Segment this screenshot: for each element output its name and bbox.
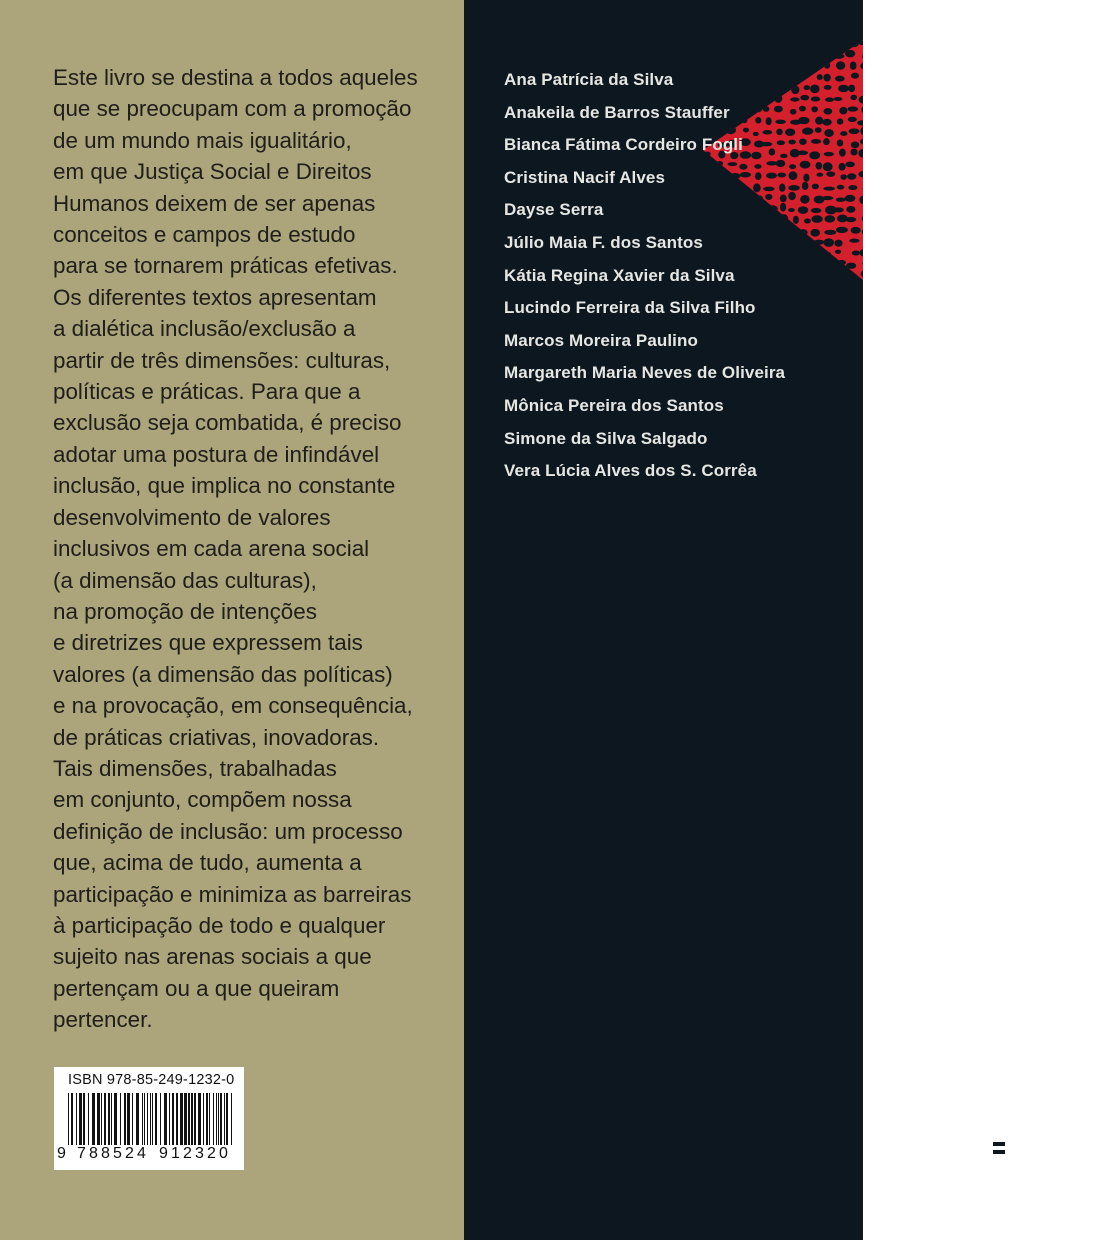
pattern-dot — [825, 97, 834, 101]
pattern-dot — [804, 85, 811, 90]
barcode-bar — [209, 1093, 210, 1145]
pattern-dot — [788, 208, 795, 212]
blurb-line: políticas e práticas. Para que a — [53, 379, 361, 405]
barcode-bar — [68, 1093, 69, 1145]
blurb-line: exclusão seja combatida, é preciso — [53, 410, 402, 436]
blurb-line: pertençam ou a que queiram — [53, 975, 340, 1001]
pattern-dot — [786, 250, 794, 258]
blurb-line: Este livro se destina a todos aqueles — [53, 65, 418, 90]
pattern-dot — [845, 195, 856, 202]
barcode-bar — [213, 1093, 214, 1145]
pattern-dot — [848, 185, 857, 190]
pattern-dot — [815, 162, 822, 170]
barcode-bar — [194, 1093, 196, 1145]
pattern-dot — [789, 63, 797, 72]
pattern-dot — [858, 171, 869, 177]
barcode-bar — [180, 1093, 183, 1145]
blurb-line: Humanos deixem de ser apenas — [53, 190, 376, 216]
pattern-dot — [817, 74, 823, 80]
pattern-dot — [812, 272, 823, 278]
pattern-dot — [862, 260, 870, 266]
blurb-line: pertencer. — [53, 1007, 153, 1033]
right-panel — [464, 0, 1098, 1240]
author-list — [504, 64, 785, 488]
pattern-dot — [701, 51, 711, 58]
pattern-dot — [800, 95, 809, 101]
pattern-dot — [823, 187, 835, 191]
pattern-dot — [834, 97, 843, 101]
barcode-bar — [127, 1093, 130, 1145]
pattern-dot — [801, 54, 807, 60]
pattern-dot — [838, 85, 849, 93]
pattern-dot — [761, 38, 773, 47]
pattern-dot — [811, 215, 822, 223]
pattern-dot — [738, 52, 748, 57]
pattern-dot — [811, 97, 820, 102]
author-name: Margareth Maria Neves de Oliveira — [504, 363, 786, 383]
barcode-bar — [83, 1093, 85, 1145]
pattern-dot — [845, 162, 854, 168]
pattern-dot — [809, 151, 820, 159]
pattern-dot — [836, 198, 846, 202]
pattern-dot — [824, 129, 833, 137]
barcode-bar — [160, 1093, 161, 1145]
left-panel — [0, 0, 464, 1240]
pattern-dot — [858, 41, 867, 45]
pattern-dot — [793, 216, 799, 224]
pattern-dot — [835, 250, 841, 254]
pattern-dot — [766, 53, 776, 60]
pattern-dot — [823, 138, 830, 145]
blurb-text — [53, 62, 453, 1036]
pattern-dot — [798, 117, 809, 124]
blurb-line: conceitos e campos de estudo — [53, 222, 356, 248]
pattern-dot — [802, 64, 810, 70]
pattern-dot — [773, 41, 785, 46]
blurb-line: em que Justiça Social e Direitos — [53, 159, 372, 185]
pattern-dot — [860, 127, 868, 136]
blurb-line: sujeito nas arenas sociais a que — [53, 944, 372, 970]
pattern-dot — [753, 39, 762, 45]
blurb-line: que, acima de tudo, aumenta a — [53, 850, 362, 876]
author-name: Dayse Serra — [504, 200, 604, 220]
barcode-bar — [114, 1093, 117, 1145]
pattern-dot — [837, 185, 844, 190]
barcode-bar — [226, 1093, 228, 1145]
barcode-bar — [152, 1093, 153, 1145]
pattern-dot — [799, 43, 808, 48]
pattern-dot — [850, 148, 857, 155]
blurb-line: de práticas criativas, inovadoras. — [53, 724, 380, 750]
barcode-bar — [88, 1093, 89, 1145]
barcode-bar — [132, 1093, 133, 1145]
author-name: Ana Patrícia da Silva — [504, 70, 674, 89]
pattern-dot — [802, 128, 813, 135]
pattern-dot — [837, 260, 846, 265]
pattern-dot — [849, 128, 860, 134]
pattern-dot — [835, 43, 844, 48]
pattern-dot — [859, 95, 871, 103]
pattern-dot — [788, 192, 796, 200]
pattern-dot — [826, 171, 835, 176]
pattern-dot — [840, 174, 847, 180]
pattern-dot — [811, 65, 817, 69]
pattern-dot — [798, 206, 809, 213]
pattern-dot — [823, 251, 832, 257]
pattern-dot — [750, 52, 761, 61]
blurb-line: adotar uma postura de infindável — [53, 441, 380, 467]
pattern-dot — [824, 62, 830, 69]
pattern-dot — [861, 271, 868, 277]
pattern-dot — [863, 185, 870, 192]
pattern-dot — [862, 229, 871, 236]
pattern-dot — [816, 173, 823, 177]
pattern-dot — [840, 131, 847, 136]
barcode-bar — [231, 1093, 232, 1145]
author-name: Mônica Pereira dos Santos — [504, 395, 724, 415]
pattern-dot — [847, 106, 858, 111]
pattern-dot — [848, 273, 856, 278]
blurb-line: inclusão, que implica no constante — [53, 473, 396, 499]
pattern-dot — [790, 97, 799, 101]
barcode-bar — [124, 1093, 126, 1145]
blurb-line: desenvolvimento de valores — [53, 504, 331, 530]
pattern-dot — [813, 240, 824, 245]
pattern-dot — [803, 174, 809, 182]
pattern-dot — [741, 40, 750, 45]
barcode-bar — [108, 1093, 110, 1145]
pattern-dot — [811, 139, 821, 144]
barcode-lead-digit: 9 — [57, 1145, 66, 1162]
blurb-line: Os diferentes textos apresentam — [53, 284, 377, 310]
publisher-name-line1: CORTEZ — [1006, 1128, 1090, 1150]
pattern-dot — [790, 109, 797, 115]
blurb-line: valores (a dimensão das políticas) — [53, 661, 393, 687]
pattern-dot — [848, 40, 859, 47]
pattern-dot — [811, 106, 818, 112]
pattern-dot — [864, 75, 871, 80]
pattern-dot — [835, 76, 845, 82]
pattern-dot — [789, 73, 799, 78]
pattern-dot — [824, 53, 834, 59]
pattern-dot — [849, 239, 859, 243]
pattern-dot — [863, 163, 871, 168]
author-name: Lucindo Ferreira da Silva Filho — [504, 298, 756, 318]
pattern-dot — [802, 182, 809, 190]
pattern-dot — [845, 50, 855, 57]
barcode-bar — [142, 1093, 143, 1145]
pattern-dot — [787, 41, 797, 46]
barcode-bar — [111, 1093, 112, 1145]
barcode-bar — [120, 1093, 121, 1145]
pattern-dot — [815, 127, 822, 133]
isbn-barcode — [54, 1067, 244, 1170]
blurb-line: em conjunto, compõem nossa — [53, 787, 352, 813]
pattern-dot — [860, 138, 871, 145]
blurb-line: para se tornarem práticas efetivas. — [53, 253, 398, 279]
barcode-bar — [188, 1093, 190, 1145]
pattern-dot — [791, 85, 799, 94]
pattern-dot — [801, 237, 812, 243]
barcode-bar — [224, 1093, 225, 1145]
barcode-bar — [150, 1093, 151, 1145]
pattern-dot — [845, 217, 856, 222]
pattern-dot — [850, 95, 857, 101]
pattern-dot — [857, 120, 867, 125]
pattern-dot — [839, 107, 847, 115]
barcode-bar — [79, 1093, 82, 1145]
pattern-dot — [823, 74, 830, 82]
pattern-dot — [822, 270, 830, 277]
author-name: Marcos Moreira Paulino — [504, 330, 698, 350]
pattern-dot — [805, 261, 811, 269]
blurb-line: inclusivos em cada arena social — [53, 536, 370, 562]
pattern-dot — [788, 185, 799, 191]
pattern-dot — [851, 227, 861, 234]
author-name: Kátia Regina Xavier da Silva — [504, 265, 735, 285]
cortez-c-icon — [966, 1125, 1004, 1171]
blurb-line: e diretrizes que expressem tais — [53, 630, 363, 656]
pattern-dot — [837, 118, 844, 124]
pattern-dot — [858, 149, 867, 158]
pattern-dot — [821, 196, 833, 200]
pattern-dot — [789, 164, 796, 169]
pattern-dot — [790, 271, 802, 277]
pattern-dot — [833, 207, 843, 212]
pattern-dot — [825, 39, 831, 48]
barcode-bar — [172, 1093, 174, 1145]
pattern-dot — [862, 52, 869, 60]
blurb-line: partir de três dimensões: culturas, — [53, 347, 391, 373]
pattern-dot — [785, 129, 795, 136]
pattern-dot — [836, 61, 845, 70]
barcode-bar — [198, 1093, 201, 1145]
pattern-dot — [785, 263, 795, 268]
barcode-bar — [216, 1093, 217, 1145]
pattern-dot — [836, 270, 844, 279]
pattern-dot — [860, 249, 868, 256]
barcode-bar — [155, 1093, 157, 1145]
pattern-dot — [797, 151, 808, 156]
pattern-dot — [777, 50, 785, 56]
author-name: Cristina Nacif Alves — [504, 167, 666, 187]
author-name: Júlio Maia F. dos Santos — [504, 232, 703, 252]
pattern-dot — [810, 84, 820, 93]
blurb-line: Tais dimensões, trabalhadas — [53, 755, 337, 781]
blurb-line: participação e minimiza as barreiras — [53, 881, 412, 907]
pattern-dot — [824, 85, 832, 90]
barcode-bar — [76, 1093, 77, 1145]
pattern-dot — [810, 229, 820, 237]
pattern-dot — [862, 215, 874, 223]
barcode-bar — [184, 1093, 187, 1145]
publisher-name-line2: EDITORA — [1006, 1149, 1098, 1171]
barcode-bar — [220, 1093, 222, 1145]
pattern-dot — [810, 261, 821, 265]
barcode-group-left: 788524 — [77, 1145, 149, 1162]
author-name: Anakeila de Barros Stauffer — [504, 102, 730, 122]
pattern-dot — [802, 248, 810, 255]
pattern-dot — [860, 62, 871, 69]
pattern-dot — [850, 61, 857, 69]
pattern-dot — [719, 51, 728, 57]
barcode-bar — [144, 1093, 145, 1145]
pattern-dot — [834, 240, 842, 247]
pattern-dot — [836, 227, 848, 233]
barcode-bar — [191, 1093, 193, 1145]
pattern-dot — [799, 106, 806, 112]
barcode-bar — [101, 1093, 102, 1145]
pattern-dot — [812, 252, 819, 257]
publisher-logo — [966, 1125, 1116, 1175]
author-name: Simone da Silva Salgado — [504, 428, 708, 448]
barcode-bar — [176, 1093, 178, 1145]
pattern-dot — [848, 85, 855, 93]
blurb-line: na promoção de intenções — [53, 598, 317, 624]
pattern-dot — [839, 149, 846, 157]
barcode-bar — [147, 1093, 148, 1145]
pattern-dot — [791, 239, 800, 247]
blurb-line: de um mundo mais igualitário, — [53, 127, 352, 153]
pattern-dot — [864, 86, 872, 92]
blurb-line: a dialética inclusão/exclusão a — [53, 316, 356, 342]
author-name: Bianca Fátima Cordeiro Fogli — [504, 135, 743, 155]
pattern-dot — [799, 75, 807, 79]
pattern-dot — [846, 206, 855, 213]
pattern-dot — [728, 53, 737, 59]
pattern-dot — [788, 140, 795, 145]
pattern-dot — [852, 251, 860, 256]
barcode-bar — [71, 1093, 73, 1145]
pattern-dot — [824, 230, 836, 235]
pattern-dot — [804, 218, 811, 223]
pattern-dot — [846, 263, 856, 269]
pattern-dot — [839, 163, 846, 171]
pattern-dot — [823, 238, 834, 247]
pattern-dot — [811, 208, 821, 213]
author-name: Vera Lúcia Alves dos S. Corrêa — [504, 461, 757, 481]
pattern-dot — [851, 73, 859, 79]
pattern-dot — [787, 228, 795, 232]
blurb-line: (a dimensão das culturas), — [53, 567, 317, 593]
pattern-dot — [820, 261, 831, 265]
pattern-dot — [730, 40, 738, 48]
pattern-dot — [864, 239, 870, 246]
pattern-dot — [823, 108, 832, 115]
blurb-line: e na provocação, em consequência, — [53, 693, 413, 719]
pattern-dot — [823, 162, 833, 171]
barcode-bar — [169, 1093, 170, 1145]
pattern-dot — [803, 270, 812, 276]
blurb-line: definição de inclusão: um processo — [53, 818, 403, 844]
pattern-dot — [833, 54, 844, 59]
pattern-dot — [859, 196, 866, 205]
pattern-dot — [800, 161, 811, 169]
pattern-dot — [799, 229, 808, 236]
barcode-bar — [206, 1093, 208, 1145]
pattern-dot — [786, 51, 796, 59]
pattern-dot — [837, 140, 843, 147]
pattern-dot — [824, 215, 835, 222]
pattern-dot — [814, 50, 821, 59]
pattern-dot — [851, 142, 859, 149]
barcode-bar — [136, 1093, 139, 1145]
isbn-label: ISBN 978-85-249-1232-0 — [68, 1072, 235, 1088]
pattern-dot — [789, 171, 798, 180]
pattern-dot — [824, 152, 834, 156]
barcode-bar — [92, 1093, 95, 1145]
pattern-dot — [863, 207, 871, 211]
pattern-dot — [848, 117, 857, 122]
pattern-dot — [800, 195, 809, 204]
blurb-line: que se preocupam com a promoção — [53, 96, 412, 122]
pattern-dot — [815, 117, 823, 125]
barcode-bar — [104, 1093, 106, 1145]
barcode-bar — [97, 1093, 100, 1145]
pattern-dot — [822, 119, 831, 126]
barcode-group-right: 912320 — [159, 1145, 231, 1162]
barcode-bar — [164, 1093, 167, 1145]
barcode-bar — [203, 1093, 204, 1145]
pattern-dot — [847, 173, 856, 179]
pattern-dot — [861, 106, 870, 114]
pattern-dot — [814, 39, 821, 47]
blurb-line: à participação de todo e qualquer — [53, 912, 386, 938]
pattern-dot — [706, 42, 713, 47]
pattern-dot — [812, 184, 819, 190]
barcode-bar — [218, 1093, 219, 1145]
pattern-dot — [717, 40, 723, 48]
pattern-dot — [799, 138, 807, 144]
